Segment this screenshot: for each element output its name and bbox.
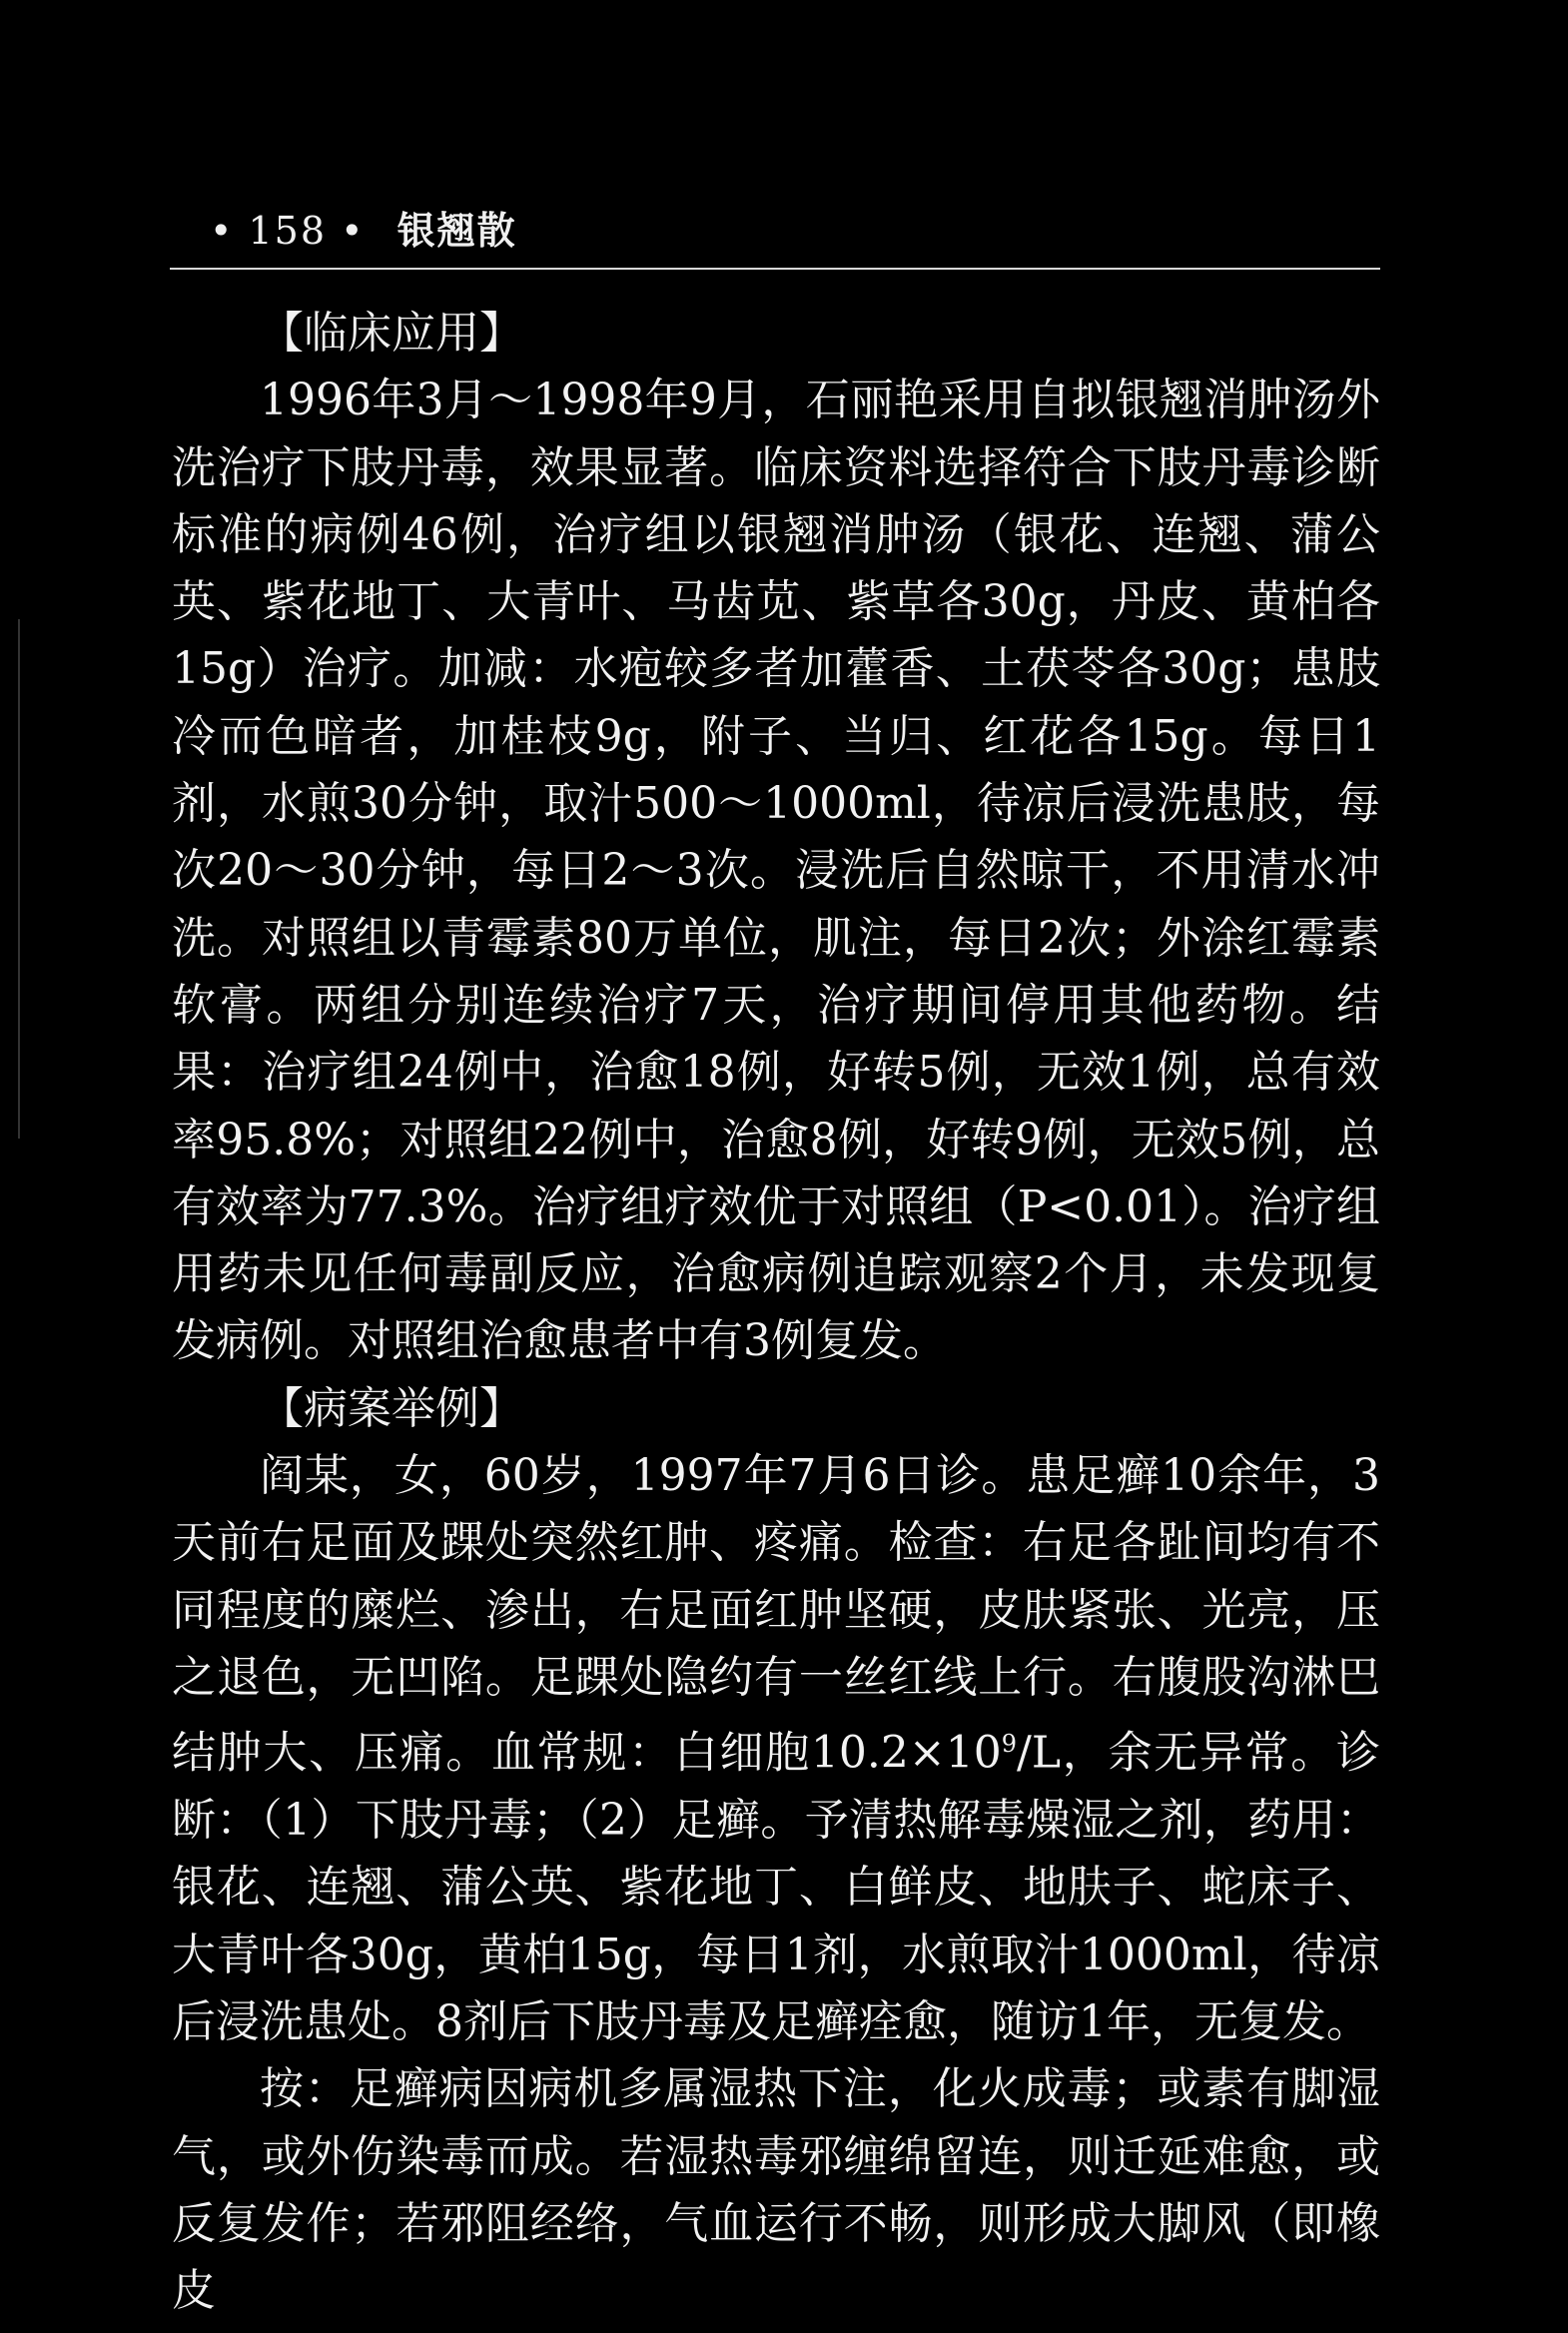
running-header [210, 200, 517, 255]
case-heading: 【病案举例】 [260, 1382, 523, 1434]
case-text-part-1: 阎某，女，60岁，1997年7月6日诊。患足癣10余年，3天前右足面及踝处突然红肿、疼痛。检查：右足各趾间均有不同程度的糜烂、渗出，右足面红肿坚硬，皮肤紧张、光亮，压之退色，无凹陷。足踝处隐约有一丝红线上行。右腹股沟淋巴结肿大、压痛。血常规：白细胞10.2×10 [172, 1450, 1380, 1779]
case-paragraph [172, 1442, 1380, 2055]
page-body [172, 300, 1380, 2325]
clinical-heading: 【临床应用】 [260, 308, 523, 359]
superscript-exponent: 9 [1001, 1730, 1017, 1759]
scan-edge-line [18, 619, 20, 1139]
book-title: 银翘散 [396, 208, 517, 253]
header-rule [170, 268, 1380, 270]
page-number: • 158 • [210, 209, 366, 253]
case-text-part-2: /L，余无异常。诊断：（1）下肢丹毒；（2）足癣。予清热解毒燥湿之剂，药用：银花、连翘、蒲公英、紫花地丁、白鲜皮、地肤子、蛇床子、大青叶各30g，黄柏15g，每日1剂，水煎取汁1000ml，待凉后浸洗患处。8剂后下肢丹毒及足癣痊愈，随访1年，无复发。 [172, 1727, 1380, 2048]
note-paragraph: 按：足癣病因病机多属湿热下注，化火成毒；或素有脚湿气，或外伤染毒而成。若湿热毒邪缠绵留连，则迁延难愈，或反复发作；若邪阻经络，气血运行不畅，则形成大脚风（即橡皮 [172, 2063, 1380, 2317]
clinical-paragraph: 1996年3月～1998年9月，石丽艳采用自拟银翘消肿汤外洗治疗下肢丹毒，效果显著。临床资料选择符合下肢丹毒诊断标准的病例46例，治疗组以银翘消肿汤（银花、连翘、蒲公英、紫花地丁、大青叶、马齿苋、紫草各30g，丹皮、黄柏各15g）治疗。加减：水疱较多者加藿香、土茯苓各30g；患肢冷而色暗者，加桂枝9g，附子、当归、红花各15g。每日1剂，水煎30分钟，取汁500～1000ml，待凉后浸洗患肢，每次20～30分钟，每日2～3次。浸洗后自然晾干，不用清水冲洗。对照组以青霉素80万单位，肌注，每日2次；外涂红霉素软膏。两组分别连续治疗7天，治疗期间停用其他药物。结果：治疗组24例中，治愈18例，好转5例，无效1例，总有效率95.8%；对照组22例中，治愈8例，好转9例，无效5例，总有效率为77.3%。治疗组疗效优于对照组（P<0.01）。治疗组用药未见任何毒副反应，治愈病例追踪观察2个月，未发现复发病例。对照组治愈患者中有3例复发。 [172, 375, 1380, 1367]
